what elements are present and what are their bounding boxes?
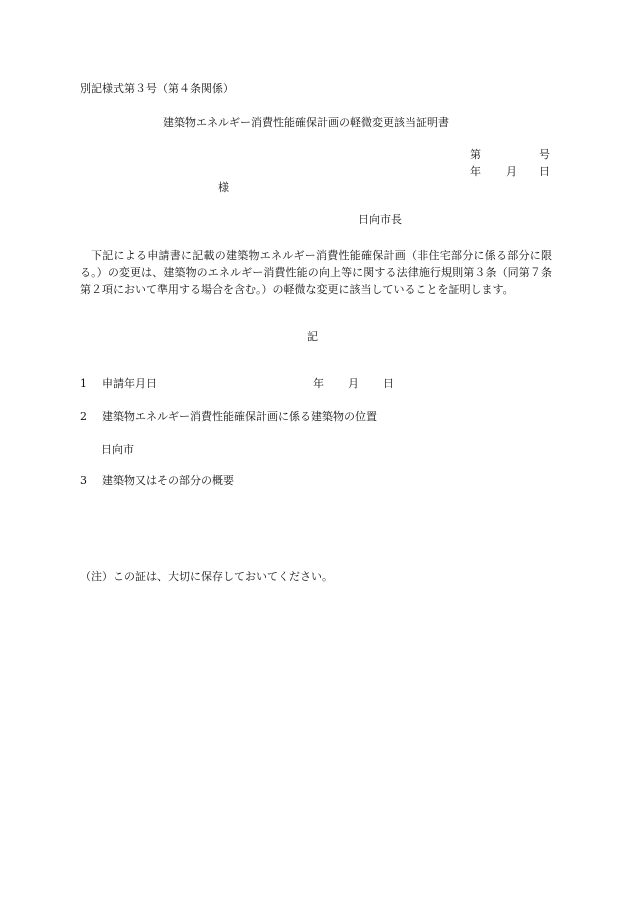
ki-heading: 記 — [307, 330, 318, 343]
form-number: 別記様式第３号（第４条関係） — [80, 82, 234, 95]
item-label: 建築物エネルギー消費性能確保計画に係る建築物の位置 — [102, 410, 377, 423]
issue-year-label: 年 — [470, 165, 481, 178]
footnote: （注）この証は、大切に保存しておいてください。 — [80, 570, 333, 583]
application-year-label: 年 — [313, 377, 324, 390]
issue-day-label: 日 — [539, 165, 550, 178]
item-label: 申請年月日 — [102, 377, 157, 390]
application-day-label: 日 — [383, 377, 394, 390]
issue-month-label: 月 — [506, 165, 517, 178]
item-number: 3 — [80, 474, 87, 487]
item-number: 2 — [80, 410, 87, 423]
issuer-name: 日向市長 — [358, 213, 402, 226]
building-location-value: 日向市 — [101, 443, 134, 456]
addressee-suffix: 様 — [218, 181, 229, 194]
number-suffix: 号 — [539, 148, 550, 161]
application-month-label: 月 — [348, 377, 359, 390]
item-application-date — [80, 377, 157, 391]
item-label: 建築物又はその部分の概要 — [102, 474, 234, 487]
item-number: 1 — [80, 377, 87, 390]
item-building-overview — [80, 474, 234, 488]
item-building-location — [80, 410, 377, 424]
document-title: 建築物エネルギー消費性能確保計画の軽微変更該当証明書 — [163, 116, 449, 129]
certification-body-text: 下記による申請書に記載の建築物エネルギー消費性能確保計画（非住宅部分に係る部分に限る。）の変更は、建築物のエネルギー消費性能の向上等に関する法律施行規則第３条（同第７条第２項において準用する場合を含む。）の軽微な変更に該当していることを証明します。 — [80, 249, 552, 296]
number-prefix: 第 — [470, 148, 481, 161]
